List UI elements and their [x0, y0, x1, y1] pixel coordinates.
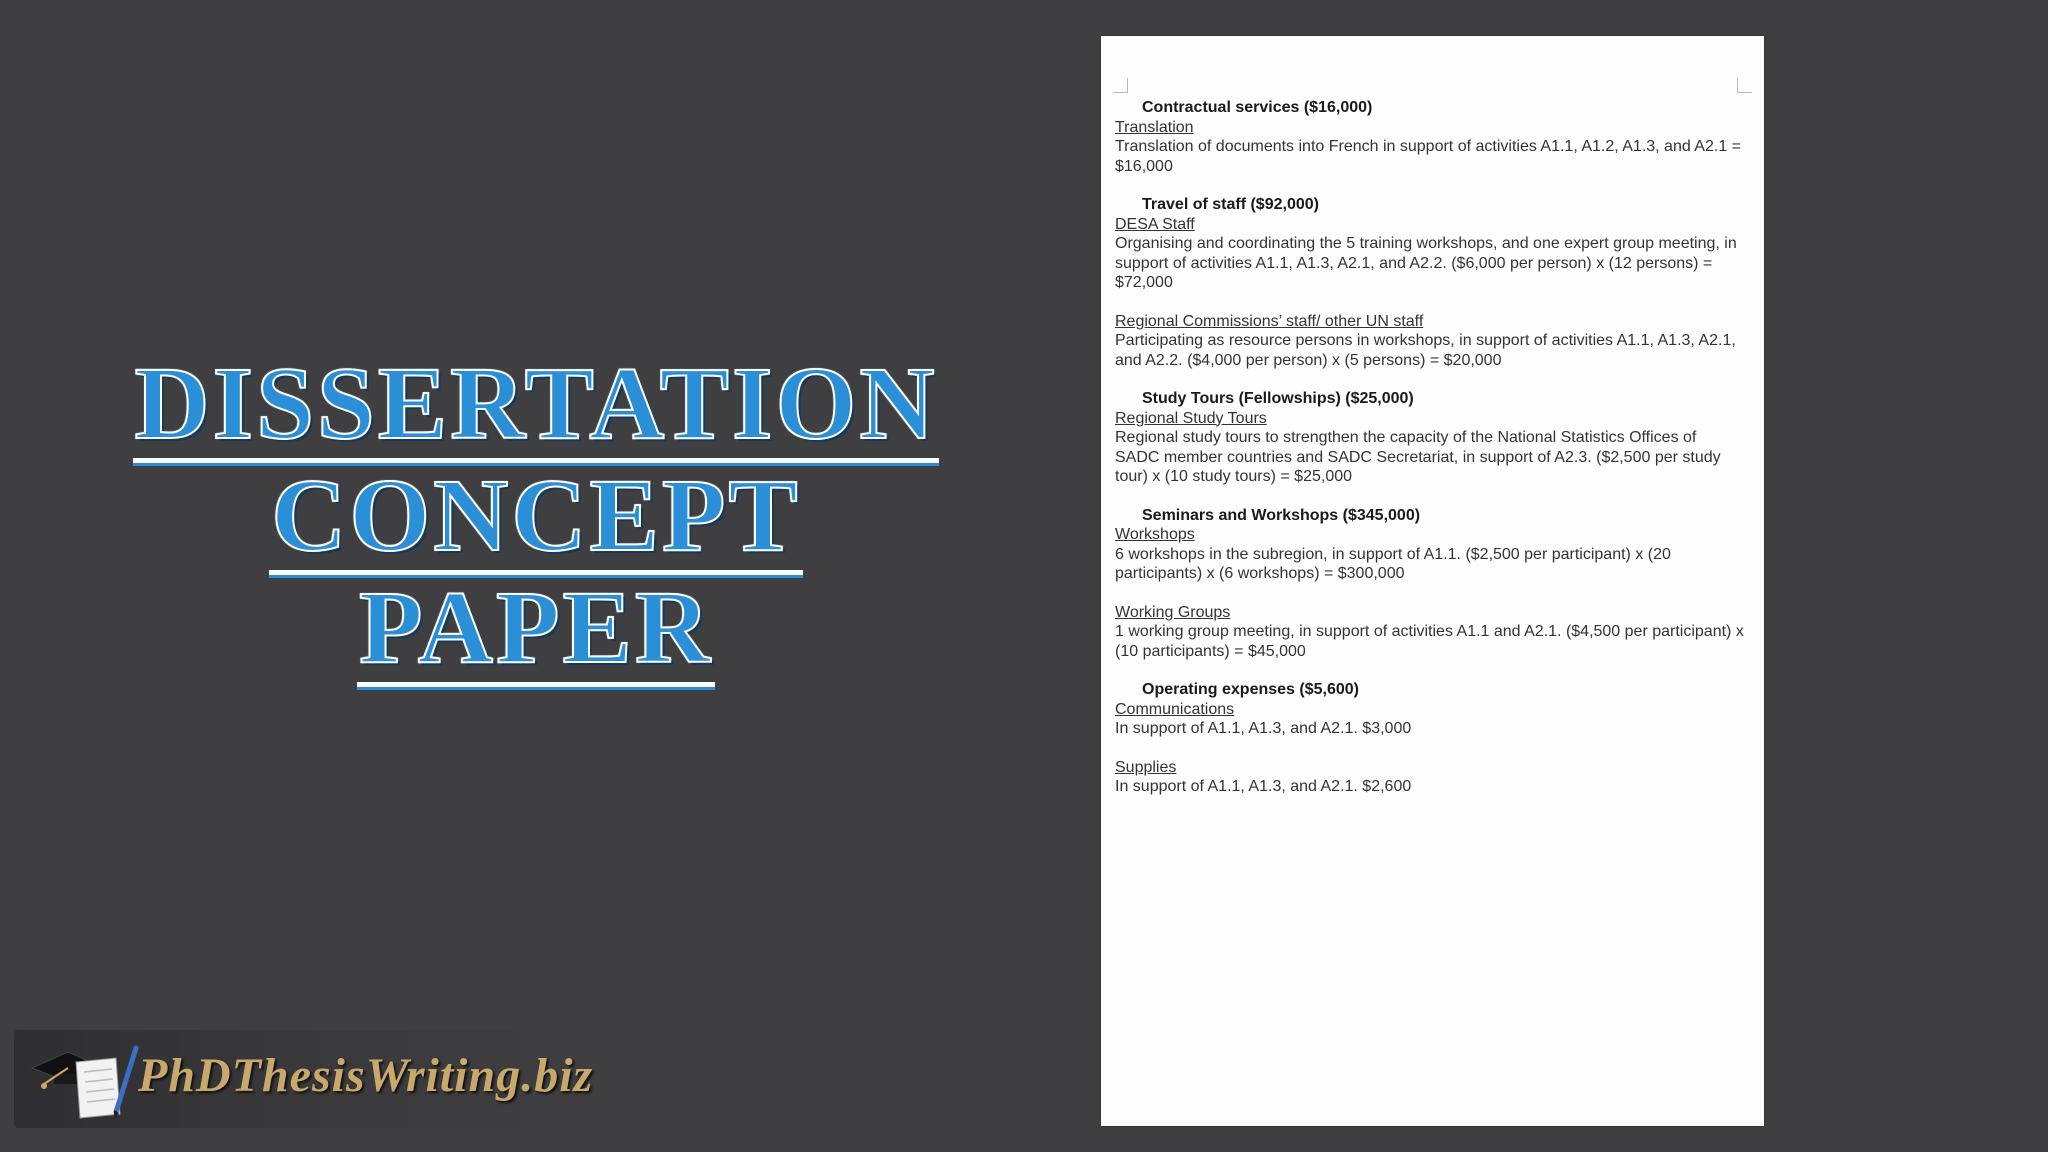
section-heading: Contractual services ($16,000)	[1142, 99, 1373, 116]
item-label: Translation	[1115, 118, 1194, 136]
item-text: In support of A1.1, A1.3, and A2.1. $2,600	[1115, 778, 1412, 795]
title-line-1: DISSERTATION	[134, 346, 938, 461]
document-body	[1115, 98, 1745, 797]
title-line-3: PAPER	[359, 570, 713, 685]
item-label: DESA Staff	[1115, 215, 1195, 233]
item-text: Participating as resource persons in workshops, in support of activities A1.1, A1.3, A2.1, and A2.2. ($4,000 per person) x (5 persons) = $20,000	[1115, 332, 1736, 369]
item-text: In support of A1.1, A1.3, and A2.1. $3,000	[1115, 720, 1412, 737]
item-text: Translation of documents into French in support of activities A1.1, A1.2, A1.3, and A2.1 = $16,000	[1115, 138, 1742, 175]
brand-logo	[14, 1030, 604, 1128]
item-text: Organising and coordinating the 5 training workshops, and one expert group meeting, in support of activities A1.1, A1.3, A2.1, and A2.2. ($6,000 per person) x (12 persons) = $72,000	[1115, 235, 1737, 291]
item-text: 1 working group meeting, in support of activities A1.1 and A2.1. ($4,500 per participant) x (10 participants) = $45,000	[1115, 623, 1744, 660]
item-text: Regional study tours to strengthen the capacity of the National Statistics Offices of SADC member countries and SADC Secretariat, in support of A2.3. ($2,500 per study tour) x (10 study tours) = $25,000	[1115, 429, 1721, 485]
page-corner-mark-left	[1113, 78, 1128, 93]
section-heading: Travel of staff ($92,000)	[1142, 196, 1319, 213]
item-label: Regional Study Tours	[1115, 409, 1267, 427]
graduation-cap-pen-icon	[24, 1038, 144, 1122]
item-label: Communications	[1115, 700, 1235, 718]
item-label: Supplies	[1115, 758, 1177, 776]
page-corner-mark-right	[1737, 78, 1752, 93]
title-line-2: CONCEPT	[271, 458, 801, 573]
item-label: Working Groups	[1115, 603, 1231, 621]
document-page	[1101, 36, 1764, 1126]
section-heading: Study Tours (Fellowships) ($25,000)	[1142, 390, 1414, 407]
item-label: Workshops	[1115, 526, 1195, 543]
logo-text: PhDThesisWriting.biz	[138, 1049, 594, 1102]
section-heading: Seminars and Workshops ($345,000)	[1142, 506, 1421, 524]
slide-title	[96, 346, 976, 686]
item-text: 6 workshops in the subregion, in support of A1.1. ($2,500 per participant) x (20 participants) x (6 workshops) = $300,000	[1115, 545, 1671, 582]
item-label: Regional Commissions’ staff/ other UN staff	[1115, 312, 1424, 330]
section-heading: Operating expenses ($5,600)	[1142, 681, 1359, 698]
